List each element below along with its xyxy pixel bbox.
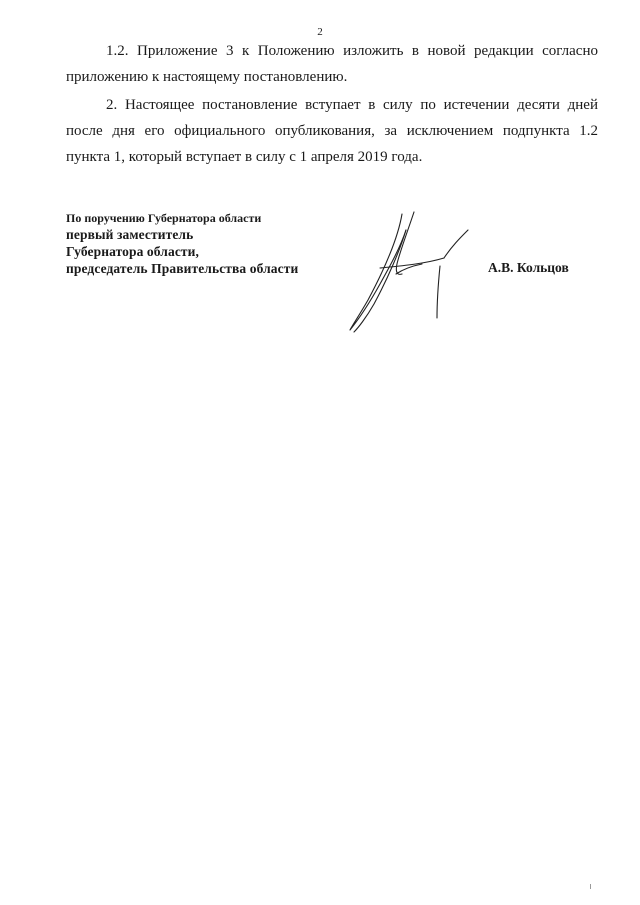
handwritten-signature xyxy=(340,208,480,338)
position-line-3: председатель Правительства области xyxy=(66,261,299,276)
position-line-1: первый заместитель xyxy=(66,227,194,242)
body-paragraph-2 xyxy=(66,92,598,170)
signature-block xyxy=(66,210,366,277)
paragraph-text: 2. Настоящее постановление вступает в силу по истечении десяти дней после дня его официального опубликования, за исключением подпункта 1.2 пункта 1, который вступает в силу с 1 апреля 2019 года. xyxy=(66,97,598,165)
on-behalf-line: По поручению Губернатора области xyxy=(66,211,262,225)
scan-mark xyxy=(590,884,591,889)
position-line-2: Губернатора области, xyxy=(66,244,199,259)
paragraph-text: 1.2. Приложение 3 к Положению изложить в новой редакции согласно приложению к настоящему постановлению. xyxy=(66,43,598,85)
page-number: 2 xyxy=(317,26,323,38)
body-paragraph-1 xyxy=(66,38,598,90)
signatory-name: А.В. Кольцов xyxy=(488,260,569,275)
